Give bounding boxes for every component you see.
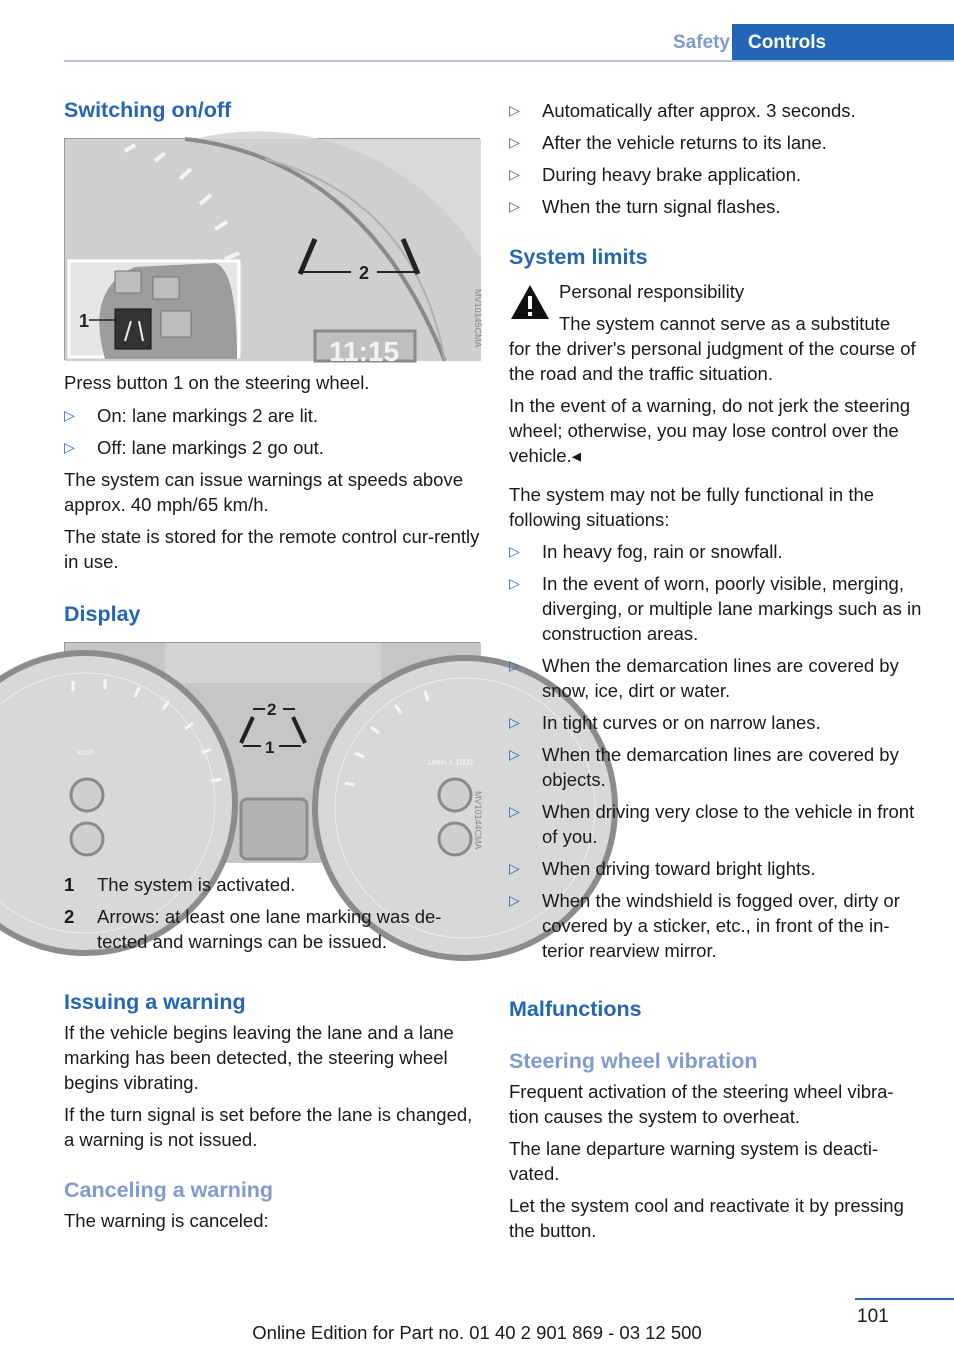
arrow-marker: ▷ <box>509 892 520 908</box>
cancel-conditions-list <box>509 98 923 219</box>
vibration-text-2: The lane departure warning system is deacti-vated. <box>509 1138 879 1184</box>
list-item: ▷ On: lane markings 2 are lit. <box>64 405 319 426</box>
arrow-marker: ▷ <box>509 803 520 819</box>
left-column <box>64 96 483 1233</box>
limits-intro: The system may not be fully functional in the following situations: <box>509 484 875 530</box>
issuing-title: Issuing a warning <box>64 990 246 1014</box>
on-off-list <box>64 403 480 460</box>
cluster-steering-illustration <box>65 139 481 367</box>
list-item: ▷ When the demarcation lines are covered by snow, ice, dirt or water. <box>509 655 899 701</box>
tab-safety: Safety <box>672 32 730 53</box>
switching-title: Switching on/off <box>64 98 232 122</box>
kmh-label: km/h <box>77 748 95 757</box>
arrow-marker: ▷ <box>64 407 75 423</box>
press-text: Press button 1 on the steering wheel. <box>64 372 370 393</box>
edition-footer: Online Edition for Part no. 01 40 2 901 869 - 03 12 500 <box>252 1322 702 1343</box>
warning-line-1: The system cannot serve as a substitute <box>559 313 891 334</box>
page-number: 101 <box>857 1306 889 1327</box>
arrow-marker: ▷ <box>509 166 520 182</box>
fig2-label-2: 2 <box>267 700 277 719</box>
footer-rule <box>855 1298 954 1300</box>
arrow-marker: ▷ <box>509 714 520 730</box>
list-item: ▷ In tight curves or on narrow lanes. <box>509 712 821 733</box>
right-column <box>509 98 923 1243</box>
figure-code: MV10144CMA <box>473 791 483 850</box>
list-item: ▷ Automatically after approx. 3 seconds. <box>509 100 856 121</box>
display-title: Display <box>64 602 141 626</box>
arrow-marker: ▷ <box>509 134 520 150</box>
fig1-label-2: 2 <box>359 263 370 283</box>
malfunctions-title: Malfunctions <box>509 997 642 1021</box>
list-item: ▷ In heavy fog, rain or snowfall. <box>509 541 783 562</box>
arrow-marker: ▷ <box>509 746 520 762</box>
warning-text: for the driver's personal judgment of the course of the road and the traffic situation. <box>509 338 916 384</box>
warning-text-2: In the event of a warning, do not jerk the steering wheel; otherwise, you may lose control over the vehicle.◂ <box>509 395 911 466</box>
figure-switching <box>64 138 483 367</box>
warning-triangle-icon <box>509 283 551 321</box>
arrow-marker: ▷ <box>509 575 520 591</box>
limits-title: System limits <box>509 245 648 269</box>
warning-box <box>509 279 923 336</box>
arrow-marker: ▷ <box>509 860 520 876</box>
tab-controls: Controls <box>732 24 954 62</box>
list-item: ▷ Off: lane markings 2 go out. <box>64 437 324 458</box>
list-item: ▷ When the windshield is fogged over, dirty or covered by a sticker, etc., in front of the in-terior rearview mirror. <box>509 890 900 961</box>
header-rule <box>64 60 954 62</box>
limits-list <box>509 539 923 963</box>
rpm-label: 1/min x 1000 <box>427 758 473 767</box>
list-item: ▷ After the vehicle returns to its lane. <box>509 132 827 153</box>
speeds-text: The system can issue warnings at speeds above approx. 40 mph/65 km/h. <box>64 469 463 515</box>
legend-item: 2 Arrows: at least one lane marking was de-tected and warnings can be issued. <box>64 906 442 952</box>
clock-readout: 11:15 <box>329 336 400 367</box>
issuing-text-1: If the vehicle begins leaving the lane and a lane marking has been detected, the steering wheel begins vibrating. <box>64 1022 454 1093</box>
arrow-marker: ▷ <box>509 102 520 118</box>
display-legend <box>64 872 480 954</box>
list-item: ▷ When driving toward bright lights. <box>509 858 816 879</box>
list-item: ▷ When driving very close to the vehicle in front of you. <box>509 801 915 847</box>
issuing-text-2: If the turn signal is set before the lane is changed, a warning is not issued. <box>64 1104 473 1150</box>
list-item: ▷ During heavy brake application. <box>509 164 802 185</box>
fig2-label-1: 1 <box>265 738 275 757</box>
vibration-text-1: Frequent activation of the steering wheel vibra-tion causes the system to overheat. <box>509 1081 894 1127</box>
arrow-marker: ▷ <box>509 543 520 559</box>
cluster-display-illustration <box>65 643 481 863</box>
arrow-marker: ▷ <box>509 198 520 214</box>
legend-item: 1 The system is activated. <box>64 874 296 895</box>
arrow-marker: ▷ <box>64 439 75 455</box>
vibration-title: Steering wheel vibration <box>509 1049 758 1073</box>
state-text: The state is stored for the remote control cur-rently in use. <box>64 526 480 572</box>
canceling-text: The warning is canceled: <box>64 1210 269 1231</box>
arrow-marker: ▷ <box>509 657 520 673</box>
fig1-label-1: 1 <box>79 311 90 331</box>
figure-code: MV10145CMA <box>473 289 483 348</box>
vibration-text-3: Let the system cool and reactivate it by pressing the button. <box>509 1195 904 1241</box>
figure-display <box>64 642 483 862</box>
warning-heading: Personal responsibility <box>559 281 745 302</box>
canceling-title: Canceling a warning <box>64 1178 274 1202</box>
list-item: ▷ When the turn signal flashes. <box>509 196 781 217</box>
list-item: ▷ In the event of worn, poorly visible, merging, diverging, or multiple lane markings such as in construction areas. <box>509 573 922 644</box>
list-item: ▷ When the demarcation lines are covered by objects. <box>509 744 899 790</box>
